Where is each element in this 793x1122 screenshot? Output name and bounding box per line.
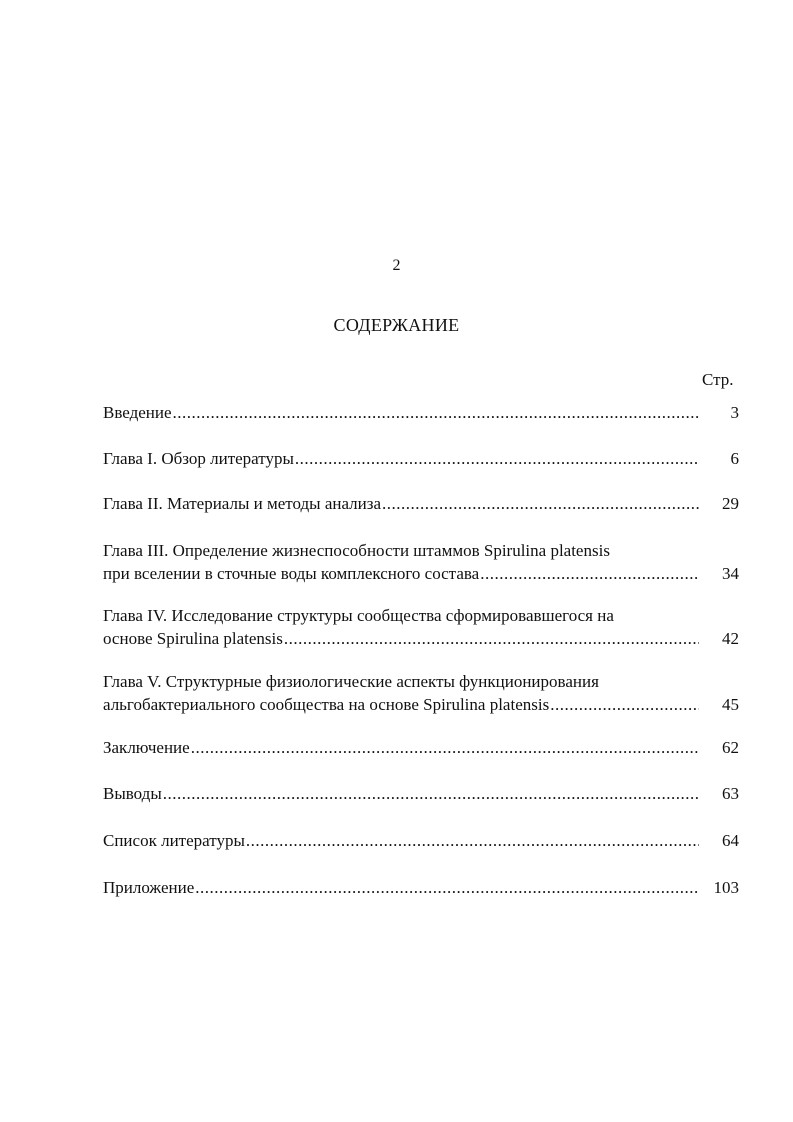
toc-leader-dots [284, 627, 699, 650]
toc-entry-page: 62 [722, 738, 739, 757]
toc-leader-dots [246, 829, 699, 852]
toc-entry-chapter-2 [103, 492, 739, 515]
toc-leader-dots [163, 782, 699, 805]
toc-entry-page: 45 [722, 695, 739, 714]
toc-entry-text-line2: альгобактериального сообщества на основе Spirulina platensis [103, 695, 550, 714]
toc-entry-page: 29 [722, 494, 739, 513]
toc-entry-conclusion [103, 736, 739, 759]
page-column-label: Стр. [702, 370, 734, 389]
toc-title: СОДЕРЖАНИЕ [333, 315, 460, 335]
toc-entry-introduction [103, 401, 739, 424]
toc-entry-text: Приложение [103, 878, 195, 897]
toc-entry-text: Введение [103, 403, 172, 422]
toc-leader-dots [173, 401, 699, 424]
toc-entry-text: Глава I. Обзор литературы [103, 449, 294, 468]
toc-entry-text: Выводы [103, 784, 162, 803]
toc-entry-text: Список литературы [103, 831, 245, 850]
toc-leader-dots [191, 736, 699, 759]
toc-leader-dots [480, 562, 699, 585]
toc-entry-page: 63 [722, 784, 739, 803]
toc-entry-text-line2: основе Spirulina platensis [103, 629, 283, 648]
toc-entry-chapter-5 [103, 670, 739, 716]
toc-entry-text-line1: Глава V. Структурные физиологические аспекты функционирования [103, 672, 599, 691]
toc-entry-text-line1: Глава III. Определение жизнеспособности штаммов Spirulina platensis [103, 541, 610, 560]
page-number: 2 [392, 257, 401, 274]
toc-leader-dots [195, 876, 699, 899]
toc-entry-appendix [103, 876, 739, 899]
toc-entry-text: Глава II. Материалы и методы анализа [103, 494, 382, 513]
toc-entry-findings [103, 782, 739, 805]
toc-leader-dots [550, 693, 699, 716]
toc-entry-text: Заключение [103, 738, 190, 757]
toc-entry-page: 103 [713, 878, 739, 897]
toc-entry-chapter-1 [103, 447, 739, 470]
toc-leader-dots [295, 447, 699, 470]
toc-entry-text-line1: Глава IV. Исследование структуры сообщества сформировавшегося на [103, 606, 614, 625]
toc-entry-chapter-3 [103, 539, 739, 585]
toc-entry-page: 3 [730, 403, 739, 422]
toc-entry-page: 34 [722, 564, 739, 583]
toc-entry-page: 64 [722, 831, 739, 850]
toc-entry-page: 42 [722, 629, 739, 648]
toc-entry-references [103, 829, 739, 852]
toc-entry-page: 6 [730, 449, 739, 468]
toc-entry-text-line2: при вселении в сточные воды комплексного состава [103, 564, 480, 583]
toc-entry-chapter-4 [103, 604, 739, 650]
toc-leader-dots [382, 492, 699, 515]
